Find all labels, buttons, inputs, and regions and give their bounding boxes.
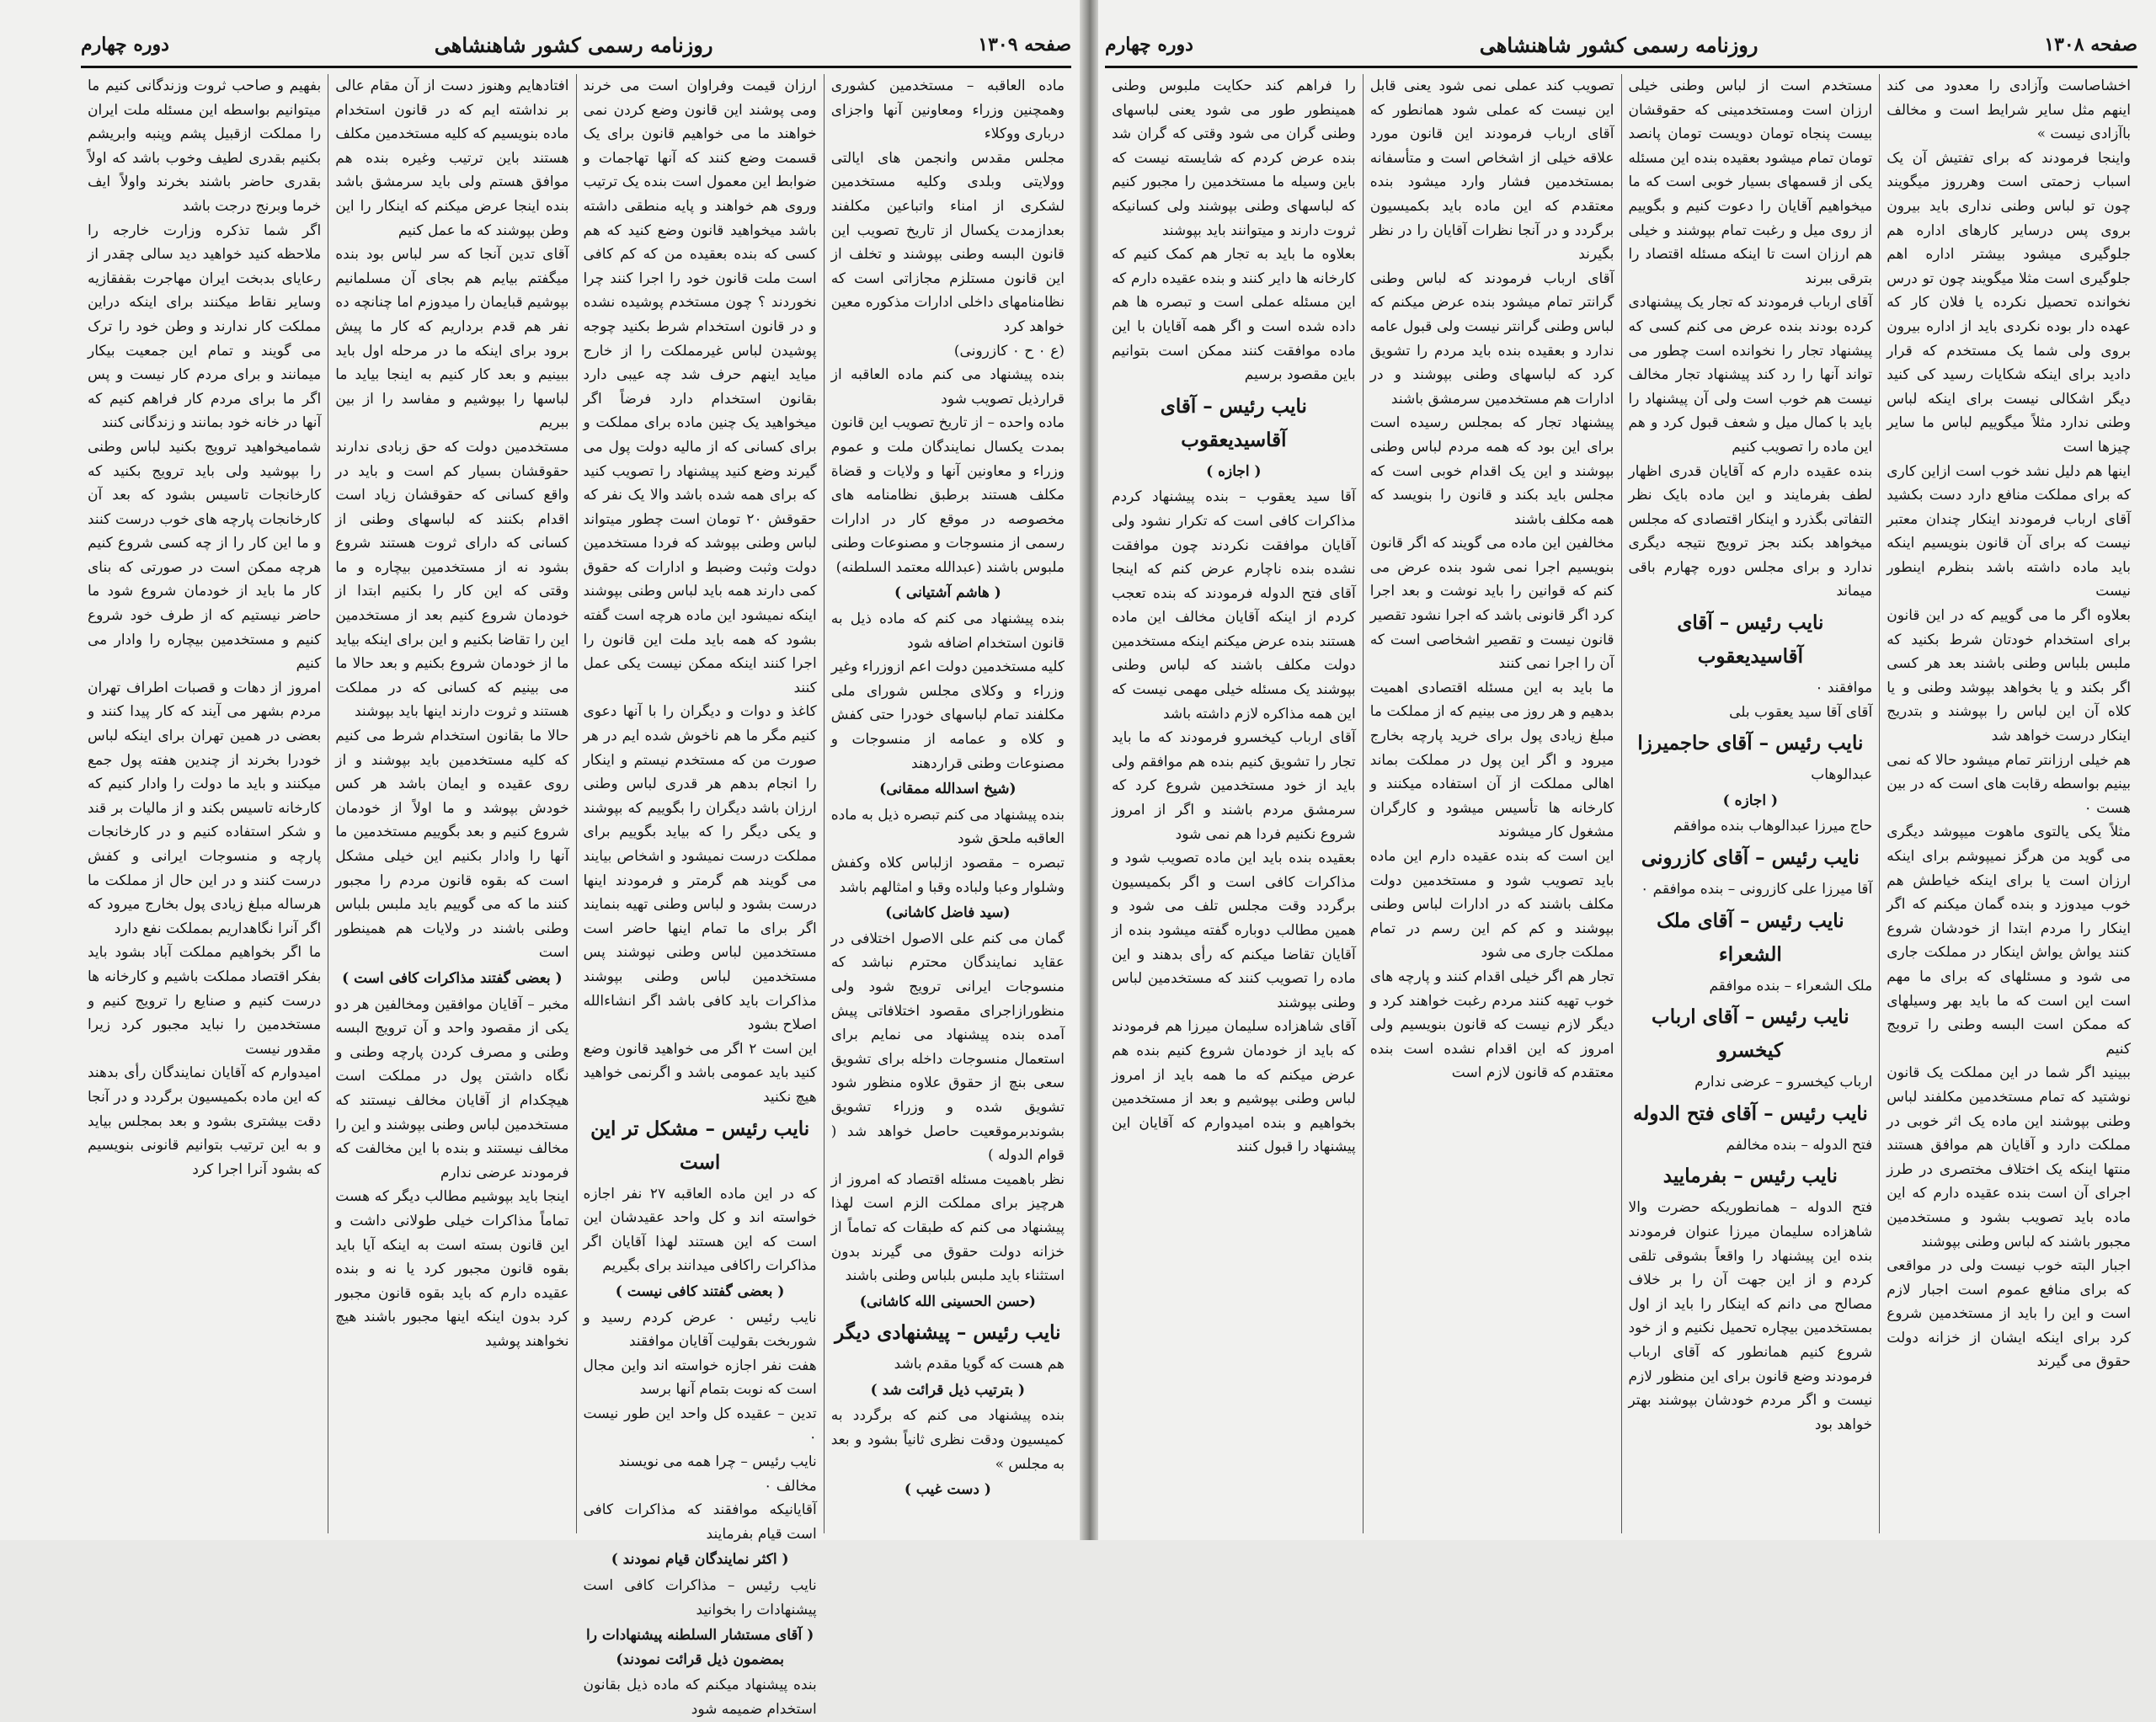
- paragraph: کلیه مستخدمین دولت اعم ازوزراء وغیر وزراء و وکلای مجلس شورای ملی مکلفند تمام لباسهای خودرا حتی کفش و کلاه و عمامه از منسوجات و مصنوعات وطنی قراردهند: [830, 658, 1065, 772]
- right-page-column: [1621, 74, 1880, 1533]
- binding-gutter: [1080, 0, 1098, 1540]
- paragraph: تصویب کند عملی نمی شود یعنی قابل این نیست که عملی شود همانطور که آقای ارباب فرمودند این قانون مورد علاقه خیلی از اشخاص است و متأسفانه بمستخدمین فشار وارد میشود بنده معتقدم که این ماده باید بکمیسیون برگردد و در آنجا نظرات آقایان را در نظر بگیرند: [1369, 77, 1614, 264]
- paragraph: مستخدمین دولت که حق زبادی ندارند حقوقشان بسیار کم است و باید در واقع کسانی که حقوقشان زیاد است اقدام بکنند که لباسهای وطنی از کسانی که دارای ثروت هستند شروع بشود نه از مستخدمین بیچاره و ما وقتی که این کار را بکنیم ابتدا از خودمان شروع کنیم بعد از مستخدمین این را تقاضا بکنیم و این برای اینکه بیاید ما از خودمان شروع بکنیم و بعد حالا ما می بینیم که کسانی که در مملکت هستند و ثروت دارند اینها باید بپوشند: [335, 438, 569, 721]
- paragraph: مخالفین این ماده می گویند که اگر قانون بنویسیم اجرا نمی شود بنده عرض می کنم که قوانین را باید نوشت و بعد اجرا کرد اگر قانونی باشد که اجرا نشود تقصیر قانون نیست و تقصیر اشخاصی است که آن را اجرا نمی کنند: [1369, 535, 1614, 673]
- left-page-column: [824, 74, 1071, 1533]
- speaker-heading: نایب رئیس – آقای حاجمیرزا: [1637, 732, 1864, 755]
- right-page-column: [1363, 74, 1621, 1533]
- paragraph: ماده واحده – از تاریخ تصویب این قانون بمدت یکسال نمایندگان ملت و عموم وزراء و معاونین آنها و ولایات و قضاة مکلف هستند برطبق نظامنامه های مخصوصه در موقع کار در ادارات رسمی از منسوجات و مصنوعات وطنی ملبوس باشند (عبدالله معتمد السلطنه): [830, 414, 1065, 576]
- paragraph: حالا ما بقانون استخدام شرط می کنیم که کلیه مستخدمین باید بپوشند و از روی عقیده و ایمان باشد هر کس خودش بپوشد و ما اولاً از خودمان شروع کنیم و بعد بگوییم مستخدمین ما آنها را وادار بکنیم این خیلی مشکل است که بقوه قانون مردم را مجبور کنند ما که می گوییم باید ملبس بلباس وطنی باشند در ولایات هم همینطور است: [335, 728, 569, 962]
- paragraph: مخالف ۰: [764, 1477, 817, 1495]
- paragraph: ببینید اگر شما در این مملکت یک قانون نوشتید که تمام مستخدمین مکلفند لباس وطنی بپوشند این ماده یک اثر خوبی در مملکت دارد و آقایان هم موافق هستند منتها اینکه یک اختلاف مختصری در طرز اجرای آن است بنده عقیده دارم که این ماده باید تصویب بشود و مستخدمین مجبور باشند که لباس وطنی بپوشند: [1886, 1064, 2131, 1250]
- right-page: [1088, 0, 2156, 1540]
- bracket-note: ( اکثر نمایندگان قیام نمودند ): [611, 1551, 789, 1569]
- right-header-rule: [1105, 66, 2137, 68]
- paragraph: این است که بنده عقیده دارم این ماده باید تصویب شود و مستخدمین دولت مکلف باشند که در ادارات لباس وطنی بپوشند و کم کم این رسم در تمام مملکت جاری می شود: [1369, 848, 1614, 962]
- left-page-column: [81, 74, 328, 1533]
- paragraph: ماده العاقبه – مستخدمین کشوری وهمچنین وزراء ومعاونین آنها واجزای درباری ووکلاء: [830, 77, 1065, 143]
- paragraph: بعلاوه اگر ما می گوییم که در این قانون برای استخدام خودتان شرط بکنید که ملبس بلباس وطنی باشند بعد هر کسی اگر بکند و یا بخواهد بپوشد وطنی و یا کلاه آن این لباس را بپوشند و بتدریج اینکار درست خواهد شد: [1886, 607, 2131, 745]
- left-columns: [81, 74, 1071, 1718]
- paragraph: مثلاً یکی یالتوی ماهوت میپوشد دیگری می گوید من هرگز نمیپوشم برای اینکه ارزان است یا برای اینکه خیاطش هم خوب میدوزد و بنده گمان میکنم که اگر اینکار را مردم ابتدا از خودشان شروع کنند یواش یواش اینکار در مملکت جاری می شود و مسئلهای که برای ما مهم است این است که ما باید بهر وسیلهای که ممکن است البسه وطنی را ترویج کنیم: [1886, 824, 2131, 1058]
- bracket-note: ( بترتیب ذیل قرائت شد ): [870, 1381, 1026, 1399]
- paragraph: تبصره – مقصود ازلباس کلاه وکفش وشلوار وعبا ولباده وقبا و امثالهم باشد: [830, 855, 1065, 896]
- paragraph: بنده پیشنهاد می کنم که برگردد به کمیسیون ودقت نظری ثانیاً بشود و بعد به مجلس »: [830, 1407, 1065, 1473]
- speaker-heading: نایب رئیس – آقای فتح الدوله: [1632, 1101, 1868, 1125]
- paragraph: آقا میرزا علی کازرونی – بنده موافقم ۰: [1641, 881, 1873, 898]
- paragraph: ارزان قیمت وفراوان است می خرند ومی پوشند این قانون وضع کردن نمی خواهند ما می خواهیم قانون برای یک قسمت وضع کنند که آنها تهاجمات و ضوابط این معمول است بنده یک ترتیب وروی هم خواهند و پایه منطقی داشته باشد میخواهید قانون وضع کنید که هم کسی که بنده بعقیده من که کم کافی است ملت قانون خود را اجرا کنند چرا نخوردند ؟ چون مستخدم پوشیده نشده و در قانون استخدام شرط بکنید چوجه پوشیدن لباس غیرمملکت را از خارج میاید اینهم حرف شد چه عیبی دارد بقانون استخدام دارد فرضاً اگر میخواهید یک چنین ماده برای مملکت و برای کسانی که از مالیه دولت پول می گیرند وضع کنید پیشنهاد را تصویب کنید که برای همه شده باشد والا یک نفر که حقوقش ۲۰ تومان است چطور میتواند لباس وطنی بپوشد که فردا مستخدمین دولت وثبت وضبط و ادارات که حقوق کمی دارند همه باید لباس وطنی بپوشند اینکه نمیشود این ماده هرچه است گفته بشود که همه باید ملت این قانون را اجرا کنند اینکه ممکن نیست یکی عمل کنند: [583, 77, 817, 696]
- left-page-column: [328, 74, 575, 1533]
- paragraph: بنده پیشنهاد میکنم که ماده ذیل بقانون استخدام ضمیمه شود: [583, 1677, 817, 1718]
- paragraph: شمامیخواهید ترویج بکنید لباس وطنی را بپوشید ولی باید ترویج بکنید که کارخانجات تاسیس بشود که بعد آن کارخانجات پارچه های خوب درست کنند و ما این کار را از چه کسی شروع کنیم هرچه ممکن است در صورتی که بنای کار ما باید از خودمان شروع شود ما حاضر نیستیم که از طرف خود شروع کنیم و مستخدمین بیچاره را وادار می کنیم: [88, 438, 322, 673]
- paragraph: آقای تدین آنجا که سر لباس بود بنده میگفتم بیایم هم بجای آن مسلمانیم بپوشیم قبایمان را میدوزم اما چنانچه ده نفر هم قدم برداریم که کار ما پیش برود برای اینکه ما در مرحله اول باید ببینیم و بعد کار کنیم به اینجا بیاید ما لباسها را بپوشیم و مفاسد را از بین ببریم: [335, 246, 569, 432]
- paragraph: (ع ۰ ح ۰ کازرونی): [953, 342, 1065, 360]
- right-page-column: [1879, 74, 2137, 1533]
- paragraph: امروز از دهات و قصبات اطراف تهران مردم بشهر می آیند که کار پیدا کنند و بعضی در همین تهران برای اینکه لباس خودرا بخرند از چندین هفته پول جمع میکنند و باید ما دولت را وادار کنیم که کارخانه تاسیس بکند و از مالیات بر قند و شکر استفاده کنیم و در کارخانجات پارچه و منسوجات ایرانی و کفش درست کنند و در این حال از مملکت ما هرساله مبلغ زیادی پول بخارج میرود که اگر آنرا نگاهداریم بمملکت نفع دارد: [88, 679, 322, 937]
- paragraph: تدین – عقیده کل واحد این طور نیست ۰: [583, 1405, 817, 1447]
- right-columns: [1105, 74, 2137, 1533]
- right-edition-label: دوره چهارم: [1105, 34, 1193, 56]
- paragraph: مستخدم است از لباس وطنی خیلی ارزان است ومستخدمینی که حقوقشان بیست پنجاه تومان دویست تومان پانصد تومان تمام میشود بعقیده بنده این مسئله یکی از قسمهای بسیار خوبی است که ما میخواهیم آقایان را دعوت کنیم و بگوییم از روی میل و رغبت تمام بپوشند و خیلی هم ارزان است تا اینکه مسئله اقتصاد را بترقی ببرند: [1628, 77, 1873, 287]
- paragraph: بنده پیشنهاد می کنم ماده العاقبه از قرارذیل تصویب شود: [830, 366, 1065, 408]
- paragraph: ارباب کیخسرو – عرضی ندارم: [1694, 1074, 1873, 1091]
- left-page-number: صفحه ۱۳۰۹: [978, 34, 1071, 56]
- bracket-note: ( بعضی گفتند مذاکرات کافی است ): [342, 969, 563, 987]
- bracket-note: (شیخ اسدالله ممقانی): [879, 781, 1017, 798]
- paragraph: واینجا فرمودند که برای تفتیش آن یک اسباب زحمتی است وهرروز میگویند چون تو لباس وطنی نداری باید بیرون بروی پس درسایر کارهای اداره هم جلوگیری میشود بیشتر اداره اهم جلوگیری است مثلا میگویند چون تو درس نخوانده تحصیل نکرده یا فلان کار که عهده دار بوده نکردی باید از اداره بیرون بروی ولی شما یک مستخدم که قرار دادید برای اینکه شکایات رسید کی کنید دیگر اشکالی نیست برای اینکه لباس وطنی ندارد مثلاً میگوییم لباس ما سایر چیزها است: [1886, 149, 2131, 456]
- speaker-heading: نایب رئیس – آقای آقاسیدیعقوب: [1160, 394, 1307, 451]
- paragraph: حاج میرزا عبدالوهاب بنده موافقم: [1673, 818, 1873, 835]
- paragraph: هم خیلی ارزانتر تمام میشود حالا که نمی بینیم بواسطه رقابت های است که در بین هست ۰: [1886, 751, 2131, 817]
- paragraph: اجبار البته خوب نیست ولی در مواقعی که برای منافع عموم است اجبار لازم است و این را باید از مستخدمین شروع کرد برای اینکه ایشان از خزانه دولت حقوق می گیرند: [1886, 1257, 2131, 1371]
- bracket-note: (سید فاضل کاشانی): [885, 904, 1011, 922]
- right-page-header: [1105, 29, 2137, 61]
- speaker-heading: نایب رئیس – آقای ملک الشعراء: [1657, 909, 1844, 966]
- paragraph: بنده پیشنهاد می کنم تبصره ذیل به ماده العاقبه ملحق شود: [830, 806, 1065, 848]
- paragraph: بنده پیشنهاد می کنم که ماده ذیل به قانون استخدام اضافه شود: [830, 610, 1065, 652]
- right-newspaper-title: روزنامه رسمی کشور شاهنشاهی: [1479, 32, 1758, 57]
- paragraph: آقای آقا سید یعقوب بلی: [1729, 703, 1873, 721]
- paragraph: که در این ماده العاقبه ۲۷ نفر اجازه خواسته اند و کل واحد عقیدشان این است که این هستند لهذا آقایان اگر مذاکرات راکافی میدانند برای بگیریم: [583, 1185, 817, 1275]
- speaker-heading: نایب رئیس – مشکل تر این است: [590, 1117, 810, 1174]
- bracket-note: ( دست غیب ): [904, 1481, 991, 1499]
- bracket-note: ( بعضی گفتند کافی نیست ): [615, 1282, 785, 1300]
- paragraph: مجلس مقدس وانجمن های ایالتی وولایتی وبلدی وکلیه مستخدمین لشکری از امناء واتباعین مکلفند بعدازمدت یکسال از تاریخ تصویب این قانون البسه وطنی بپوشند و تخلف از این قانون مستلزم مجازاتی است که نظامنامهای داخلی ادارات مذکوره معین خواهد کرد: [830, 149, 1065, 335]
- speaker-heading: نایب رئیس – بفرمایید: [1662, 1165, 1838, 1188]
- paragraph: بعلاوه ما باید به تجار هم کمک کنیم که کارخانه ها دایر کنند و بنده عقیده دارم که این مسئله عملی است و تبصره ها هم داده شده است و اگر همه آقایان با این ماده موافقت کنند ممکن است بتوانیم باین مقصود برسیم: [1112, 246, 1356, 384]
- right-page-number: صفحه ۱۳۰۸: [2044, 34, 2137, 56]
- paragraph: ملک الشعراء – بنده موافقم: [1709, 977, 1873, 994]
- paragraph: را فراهم کند حکایت ملبوس وطنی همینطور طور می شود یعنی لباسهای وطنی گران می شود وقتی که گران شد بنده عرض کردم که شایسته نیست که باین وسیله ما مستخدمین را مجبور کنیم که لباسهای وطنی بپوشند ولی کسانیکه ثروت دارند و میتوانند باید بپوشند: [1112, 77, 1356, 239]
- paragraph: نایب رئیس – مذاکرات کافی است پیشنهادات را بخوانید: [583, 1577, 817, 1618]
- bracket-note: ( آقای مستشار السلطنه پیشنهادات را بمضمون ذیل قرائت نمودند): [586, 1627, 814, 1668]
- bracket-note: ( اجازه ): [1206, 462, 1262, 480]
- paragraph: آقا سید یعقوب – بنده پیشنهاد کردم مذاکرات کافی است که تکرار نشود ولی آقایان موافقت نکردند چون موافقت نشده بنده ناچارم عرض کنم که اینجا آقای فتح الدوله فرمودند که بنده تعجب کردم از اینکه آقایان مخالف این ماده هستند بنده عرض میکنم اینکه مستخدمین دولت مکلف باشند که لباس وطنی بپوشند یک مسئله خیلی مهمی نیست که این همه مذاکره لازم داشته باشد: [1112, 488, 1356, 722]
- bracket-note: ( اجازه ): [1722, 792, 1779, 809]
- paragraph: پیشنهاد تجار که بمجلس رسیده است برای این بود که همه مردم لباس وطنی بپوشند و این یک اقدام خوبی است که مجلس باید بکند و قانون را بنویسد که همه مکلف باشند: [1369, 414, 1614, 528]
- paragraph: بفهیم و صاحب ثروت وزندگانی کنیم ما میتوانیم بواسطه این مسئله ملت ایران را مملکت ازقبیل پشم وپنبه وابریشم بکنیم بقدری لطیف وخوب باشد که اولاً بقدری حاضر باشند بخرند واولاً ایف خرما وبرنج درجت باشد: [88, 77, 322, 215]
- paragraph: تجار هم اگر خیلی اقدام کنند و پارچه های خوب تهیه کنند مردم رغبت خواهند کرد و دیگر لازم نیست که قانون بنویسیم ولی امروز که این اقدام نشده است بنده معتقدم که قانون لازم است: [1369, 968, 1614, 1082]
- left-newspaper-title: روزنامه رسمی کشور شاهنشاهی: [434, 32, 713, 57]
- paragraph: بعقیده بنده باید این ماده تصویب شود و مذاکرات کافی است و اگر بکمیسیون برگردد وقت مجلس تلف می شود و همین مطالب دوباره گفته میشود بنده از آقایان تقاضا میکنم که رأی بدهند و این ماده را تصویب کنند که مستخدمین لباس وطنی بپوشند: [1112, 850, 1356, 1011]
- speaker-heading: نایب رئیس – پیشنهادی دیگر: [835, 1321, 1061, 1345]
- left-edition-label: دوره چهارم: [81, 34, 169, 56]
- paragraph: فتح الدوله – همانطوریکه حضرت والا شاهزاده سلیمان میرزا عنوان فرمودند بنده این پیشنهاد را واقعاً بشوقی تلقی کردم و از این جهت آن را بر خلاف مصالح می دانم که اینکار را باید از اول بمستخدمین بیچاره تحمیل نکنیم و از خود شروع کنیم همانطور که آقای ارباب فرمودند وضع قانون برای این منظور لازم نیست و اگر مردم خودشان بپوشند بهتر خواهد بود: [1628, 1199, 1873, 1433]
- bracket-note: ( هاشم آشتیانی ): [894, 584, 1001, 602]
- paragraph: این است ۲ اگر می خواهید قانون وضع کنید باید عمومی باشد و اگرنمی خواهید هیچ نکنید: [583, 1040, 817, 1106]
- paragraph: اینها هم دلیل نشد خوب است ازاین کاری که برای مملکت منافع دارد دست بکشید آقای ارباب فرمودند اینکار چندان معتبر نیست که برای آن قانون بنویسیم اینکه باید ماده داشته باشد بنظرم اینطور نیست: [1886, 462, 2131, 600]
- left-page-header: [81, 29, 1071, 61]
- paragraph: افتادهایم وهنوز دست از آن مقام عالی بر نداشته ایم که در قانون استخدام ماده بنویسیم که کلیه مستخدمین مکلف هستند باین ترتیب وغیره بنده هم موافق هستم ولی باید سرمشق باشد بنده اینجا عرض میکنم که اینکار را این وطن بپوشند که ما عمل کنیم: [335, 77, 569, 239]
- paragraph: نظر باهمیت مسئله اقتصاد که امروز از هرچیز برای مملکت الزم است لهذا پیشنهاد می کنم که طبقات که تماماً از خزانه دولت حقوق می گیرند بدون استثناء باید ملبس بلباس وطنی باشند: [830, 1170, 1065, 1285]
- paragraph: ما اگر بخواهیم مملکت آباد بشود باید بفکر اقتصاد مملکت باشیم و کارخانه ها درست کنیم و صنایع را ترویج کنیم و مستخدمین را نباید مجبور کرد زیرا مقدور نیست: [88, 944, 322, 1058]
- paragraph: هم هست که گویا مقدم باشد: [894, 1356, 1065, 1373]
- left-header-rule: [81, 66, 1071, 68]
- paragraph: عبدالوهاب: [1811, 766, 1873, 784]
- paragraph: گمان می کنم علی الاصول اختلافی در عقاید نمایندگان محترم نباشد که منسوجات ایرانی ترویج شود ولی منظورازاجرای مقصود اختلافاتی پیش آمده بنده پیشنهاد می نمایم برای استعمال منسوجات داخله برای تشویق سعی بنچ از حقوق علاوه منظور شود تشویق شده و وزراء تشویق بشوندبرموقعیت حاصل خواهد شد ( قوام الدوله ): [830, 930, 1065, 1165]
- paragraph: هفت نفر اجازه خواسته اند واین مجال است که نوبت بتمام آنها برسد: [583, 1357, 817, 1399]
- speaker-heading: نایب رئیس – آقای کازرونی: [1641, 846, 1860, 870]
- left-page-column: [576, 74, 824, 1718]
- paragraph: اخشاصاست وآزادی را معدود می کند اینهم مثل سایر شرایط است و مخالف باآزادی نیست »: [1886, 77, 2131, 143]
- paragraph: نایب رئیس ۰ عرض کردم رسید و شوربخت بقولیت آقایان موافقند: [583, 1309, 817, 1351]
- paragraph: آقای ارباب کیخسرو فرمودند که ما باید تجار را تشویق کنیم بنده هم موافقم ولی باید از خود مستخدمین شروع کرد که سرمشق مردم باشند و اگر از امروز شروع نکنیم فردا هم نمی شود: [1112, 729, 1356, 843]
- paragraph: ما باید به این مسئله اقتصادی اهمیت بدهیم و هر روز می بینیم که از مملکت ما مبلغ زیادی پول برای خرید پارچه بخارج میرود و اگر این پول در مملکت بماند اهالی مملکت از آن استفاده میکنند و کارخانه ها تأسیس میشود و کارگران مشغول کار میشوند: [1369, 679, 1614, 841]
- paragraph: آقای شاهزاده سلیمان میرزا هم فرمودند که باید از خودمان شروع کنیم بنده هم عرض میکنم که ما همه باید از امروز لباس وطنی بپوشیم و بعد از مستخدمین بخواهیم و بنده امیدوارم که آقایان این پیشنهاد را قبول کنند: [1112, 1018, 1356, 1156]
- paragraph: فتح الدوله – بنده مخالفم: [1726, 1136, 1873, 1154]
- speaker-heading: نایب رئیس – آقای ارباب کیخسرو: [1652, 1005, 1849, 1063]
- paragraph: آقای ارباب فرمودند که لباس وطنی گرانتر تمام میشود بنده عرض میکنم که لباس وطنی گرانتر نیست ولی قبول عامه ندارد و بعقیده بنده باید مردم را تشویق کرد که لباسهای وطنی بپوشند و در ادارات هم مستخدمین سرمشق باشند: [1369, 269, 1614, 408]
- paragraph: اگر شما تذکره وزارت خارجه را ملاحظه کنید خواهید دید سالی چقدر از رعایای بدبخت ایران مهاجرت بقفقازیه وسایر نقاط میکنند برای اینکه دراین مملکت کار ندارند و وطن خود را ترک می گویند و تمام این جمعیت بیکار میمانند و برای مردم کار نیست و پس اگر ما برای مردم کار فراهم کنیم که آنها در خانه خود بمانند و زندگانی کنند: [88, 221, 322, 432]
- speaker-heading: نایب رئیس – آقای آقاسیدیعقوب: [1677, 611, 1824, 669]
- paragraph: آقایانیکه موافقند که مذاکرات کافی است قیام بفرمایند: [583, 1501, 817, 1543]
- paragraph: نایب رئیس – چرا همه می نویسند: [618, 1453, 817, 1471]
- bracket-note: (حسن الحسینی الله کاشانی): [859, 1293, 1036, 1310]
- right-page-column: [1105, 74, 1363, 1533]
- paragraph: امیدوارم که آقایان نمایندگان رأی بدهند که این ماده بکمیسیون برگردد و در آنجا دقت بیشتری بشود و بعد بمجلس بیاید و به این ترتیب بتوانیم قانونی بنویسیم که بشود آنرا اجرا کرد: [88, 1064, 322, 1178]
- paragraph: اینجا باید بپوشیم مطالب دیگر که هست تماماً مذاکرات خیلی طولانی داشت و این قانون بسته است به اینکه آیا باید بقوه قانون مجبور کرد یا نه و بنده عقیده دارم که باید بقوه قانون مجبور کرد بدون اینکه اینها مجبور باشند هیچ نخواهند پوشید: [335, 1188, 569, 1350]
- paragraph: موافقند ۰: [1815, 680, 1873, 697]
- paragraph: کاغذ و دوات و دیگران را با آنها دعوی کنیم مگر ما هم ناخوش شده ایم در هر صورت من که مستخدم نیستم و اینکار را انجام بدهم هر قدری لباس وطنی ارزان باشد دیگران را بگوییم که بپوشند و یکی دیگر را که بیاید بگوییم برای مملکت درست نمیشود و اشخاص بیایند می گویند هم گرمتر و فرمودند اینها درست بشود و لباس وطنی تهیه بنمایند اگر برای ما تمام اینها حاضر است مستخدمین لباس وطنی نپوشند پس مستخدمین لباس وطنی بپوشند مذاکرات باید کافی باشد اگر انشاءالله اصلاح بشود: [583, 703, 817, 1034]
- paragraph: آقای ارباب فرمودند که تجار یک پیشنهادی کرده بودند بنده عرض می کنم کسی که پیشنهاد تجار را نخوانده است چطور می تواند آنها را رد کند پیشنهاد تجار مخالف نیست هم خوب است ولی آن پیشنهاد را باید با کمال میل و شعف قبول کرد و هم این ماده را تصویب کنیم: [1628, 294, 1873, 456]
- paragraph: مخبر – آقایان موافقین ومخالفین هر دو یکی از مقصود واحد و آن ترویج البسه وطنی و مصرف کردن پارچه وطنی و نگاه داشتن پول در مملکت است هیچکدام از آقایان مخالف نیستند که مستخدمین لباس وطنی بپوشند و این را مخالف نیستند و بنده با این مخالفت که فرمودند عرضی ندارم: [335, 995, 569, 1181]
- paragraph: بنده عقیده دارم که آقایان قدری اظهار لطف بفرمایند و این ماده بایک نظر التفاتی بگذرد و اینکار اقتصادی که مجلس میخواهد بکند بجز ترویج نتیجه دیگری ندارد و برای مجلس دوره چهارم باقی میماند: [1628, 462, 1873, 600]
